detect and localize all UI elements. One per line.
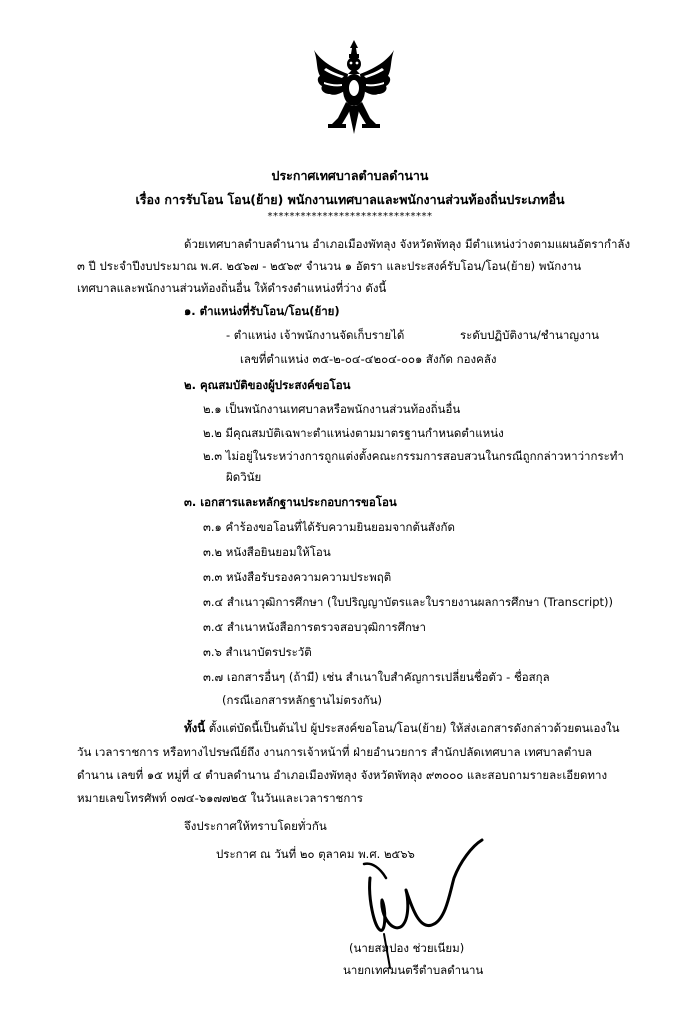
date-year: ๒๕๖๖	[383, 847, 415, 861]
qualification-item-continued: ผิดวินัย	[226, 470, 262, 484]
section3-heading: ๓. เอกสารและหลักฐานประกอบการขอโอน	[184, 495, 397, 509]
document-item: ๓.๖ สำเนาบัตรประวัติ	[203, 645, 312, 659]
document-item: ๓.๑ คำร้องขอโอนที่ได้รับความยินยอมจากต้นสังกัด	[203, 520, 455, 534]
announce-text: จึงประกาศให้ทราบโดยทั่วกัน	[184, 819, 327, 833]
position-number: เลขที่ตำแหน่ง ๓๕-๒-๐๔-๔๒๐๔-๐๐๑ สังกัด กองคลัง	[240, 352, 497, 366]
date-day: ๒๐	[299, 847, 315, 861]
divider-stars: ******************************	[267, 211, 433, 222]
signatory-title: นายกเทศมนตรีตำบลดำนาน	[343, 963, 484, 977]
closing-line-1	[184, 720, 620, 736]
document-item: ๓.๔ สำเนาวุฒิการศึกษา (ใบปริญญาบัตรและใบรายงานผลการศึกษา (Transcript))	[203, 595, 613, 609]
closing-emphasis: ทั้งนี้	[184, 721, 206, 735]
closing-line-2: วัน เวลาราชการ หรือทางไปรษณีย์ถึง งานการเจ้าหน้าที่ ฝ่ายอำนวยการ สำนักปลัดเทศบาล เทศบาลตำบล	[77, 745, 593, 759]
announcement-title: ประกาศเทศบาลตำบลดำนาน	[271, 168, 429, 183]
garuda-emblem-icon	[312, 38, 396, 138]
qualification-item: ๒.๑ เป็นพนักงานเทศบาลหรือพนักงานส่วนท้องถิ่นอื่น	[203, 402, 461, 416]
section1-heading: ๑. ตำแหน่งที่รับโอน/โอน(ย้าย)	[184, 304, 340, 318]
section2-heading: ๒. คุณสมบัติของผู้ประสงค์ขอโอน	[184, 378, 351, 392]
signatory-name: (นายสมปอง ช่วยเนียม)	[349, 941, 465, 955]
closing-line-4: หมายเลขโทรศัพท์ ๐๗๔-๖๑๗๗๒๕ ในวันและเวลาราชการ	[77, 791, 363, 805]
closing-line-1-text: ตั้งแต่บัดนี้เป็นต้นไป ผู้ประสงค์ขอโอน/โอน(ย้าย) ให้ส่งเอกสารดังกล่าวด้วยตนเองใน	[205, 721, 620, 735]
handwritten-signature	[350, 838, 490, 978]
position-level: ระดับปฏิบัติงาน/ชำนาญงาน	[460, 328, 600, 342]
intro-line-1: ด้วยเทศบาลตำบลดำนาน อำเภอเมืองพัทลุง จังหวัดพัทลุง มีตำแหน่งว่างตามแผนอัตรากำลัง	[184, 237, 631, 251]
position-title: - ตำแหน่ง เจ้าพนักงานจัดเก็บรายได้	[226, 328, 405, 342]
date-prefix: ประกาศ ณ วันที่	[216, 847, 297, 861]
qualification-item: ๒.๓ ไม่อยู่ในระหว่างการถูกแต่งตั้งคณะกรรมการสอบสวนในกรณีถูกกล่าวหาว่ากระทำ	[203, 449, 624, 463]
announcement-subject: เรื่อง การรับโอน โอน(ย้าย) พนักงานเทศบาลและพนักงานส่วนท้องถิ่นประเภทอื่น	[135, 192, 565, 207]
document-item: ๓.๒ หนังสือยินยอมให้โอน	[203, 545, 331, 559]
document-item: ๓.๕ สำเนาหนังสือการตรวจสอบวุฒิการศึกษา	[203, 620, 426, 634]
date-month-year: ตุลาคม พ.ศ.	[318, 847, 381, 861]
closing-line-3: ดำนาน เลขที่ ๑๕ หมู่ที่ ๔ ตำบลดำนาน อำเภอเมืองพัทลุง จังหวัดพัทลุง ๙๓๐๐๐ และสอบถามรายละเอียดทาง	[77, 768, 608, 782]
document-item-continued: (กรณีเอกสารหลักฐานไม่ตรงกัน)	[222, 693, 382, 707]
intro-line-2: ๓ ปี ประจำปีงบประมาณ พ.ศ. ๒๕๖๗ - ๒๕๖๙ จำนวน ๑ อัตรา และประสงค์รับโอน/โอน(ย้าย) พนักงาน	[77, 259, 582, 273]
qualification-item: ๒.๒ มีคุณสมบัติเฉพาะตำแหน่งตามมาตรฐานกำหนดตำแหน่ง	[203, 426, 504, 440]
document-item: ๓.๓ หนังสือรับรองความความประพฤติ	[203, 570, 392, 584]
document-item: ๓.๗ เอกสารอื่นๆ (ถ้ามี) เช่น สำเนาใบสำคัญการเปลี่ยนชื่อตัว - ชื่อสกุล	[203, 670, 550, 684]
intro-line-3: เทศบาลและพนักงานส่วนท้องถิ่นอื่น ให้ดำรงตำแหน่งที่ว่าง ดังนี้	[77, 281, 387, 295]
